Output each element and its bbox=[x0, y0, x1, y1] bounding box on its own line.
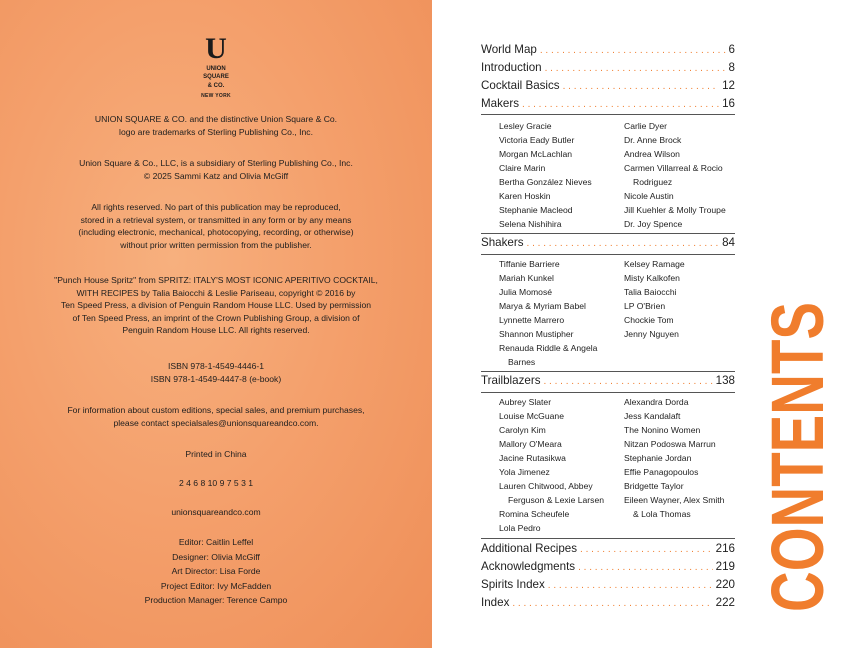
contributor-name: Morgan McLachlan bbox=[499, 149, 573, 159]
copyright-line: UNION SQUARE & CO. and the distinctive Union Square & Co. bbox=[94, 114, 338, 124]
contributor-name: Jacine Rutasikwa bbox=[499, 453, 566, 463]
contributor-name: Nicole Austin bbox=[624, 191, 674, 201]
contributor-list bbox=[624, 119, 726, 231]
copyright-line: Printed in China bbox=[185, 449, 247, 459]
contributor-name: Carlie Dyer bbox=[624, 121, 667, 131]
toc-leader-dots bbox=[545, 63, 726, 74]
contributor-name: Marya & Myriam Babel bbox=[499, 301, 586, 311]
contributor-name: Stephanie Macleod bbox=[499, 205, 573, 215]
toc-leader-dots bbox=[512, 598, 712, 609]
toc-entry-title: Shakers bbox=[481, 236, 524, 249]
toc-entry[interactable] bbox=[481, 236, 735, 254]
copyright-line: (including electronic, mechanical, photocopying, recording, or otherwise) bbox=[78, 227, 354, 237]
toc-entry[interactable] bbox=[481, 596, 735, 614]
contributor-name: Talia Baiocchi bbox=[624, 287, 677, 297]
contributor-name: The Nonino Women bbox=[624, 425, 701, 435]
toc-leader-dots bbox=[540, 45, 726, 56]
contributor-name: Tiffanie Barriere bbox=[499, 259, 560, 269]
copyright-line: ISBN 978-1-4549-4447-8 (e-book) bbox=[150, 373, 282, 384]
copyright-line: Ten Speed Press, a division of Penguin Random House LLC. Used by permission bbox=[60, 300, 372, 310]
contents-heading-text: CONTENTS bbox=[756, 300, 839, 612]
toc-entry-page: 220 bbox=[715, 578, 735, 591]
copyright-line: unionsquareandco.com bbox=[171, 507, 261, 517]
toc-leader-dots bbox=[578, 562, 713, 573]
contributor-name: Stephanie Jordan bbox=[624, 453, 692, 463]
copyright-paragraph bbox=[36, 404, 396, 429]
contributor-name: Carolyn Kim bbox=[499, 425, 546, 435]
section-divider bbox=[481, 371, 735, 372]
logo-name-line: & CO. bbox=[207, 82, 225, 89]
contributor-name: LP O'Brien bbox=[624, 301, 666, 311]
toc-leader-dots bbox=[527, 238, 720, 249]
copyright-line: "Punch House Spritz" from SPRITZ: ITALY'S MOST ICONIC APERITIVO COCKTAIL, bbox=[54, 275, 378, 285]
contributor-name: Bridgette Taylor bbox=[624, 481, 684, 491]
contributor-name: Carmen Villarreal & Rocio bbox=[624, 163, 723, 173]
toc-entry[interactable] bbox=[481, 542, 735, 560]
toc-entry-page: 6 bbox=[728, 43, 735, 56]
toc-entry[interactable] bbox=[481, 43, 735, 61]
contributor-list bbox=[624, 257, 685, 341]
copyright-line: All rights reserved. No part of this publication may be reproduced, bbox=[91, 202, 341, 212]
copyright-line: stored in a retrieval system, or transmitted in any form or by any means bbox=[80, 214, 352, 225]
toc-entry-title: Makers bbox=[481, 97, 520, 110]
contributor-name: Misty Kalkofen bbox=[624, 273, 680, 283]
logo-name-line: SQUARE bbox=[203, 74, 229, 81]
copyright-line: Art Director: Lisa Forde bbox=[171, 566, 261, 576]
toc-entry-title: Index bbox=[481, 596, 510, 609]
section-divider bbox=[481, 392, 735, 393]
contributor-name: Lesley Gracie bbox=[499, 121, 552, 131]
toc-leader-dots bbox=[522, 99, 719, 110]
logo-name-line: UNION bbox=[206, 66, 226, 72]
contributor-name: Jess Kandalaft bbox=[624, 411, 681, 421]
copyright-line: 2 4 6 8 10 9 7 5 3 1 bbox=[178, 478, 254, 488]
toc-entry[interactable] bbox=[481, 374, 735, 392]
toc-entry-page: 12 bbox=[722, 79, 735, 92]
contributor-list bbox=[499, 119, 592, 231]
copyright-line: © 2025 Sammi Katz and Olivia McGiff bbox=[143, 170, 289, 181]
logo-city: NEW YORK bbox=[201, 93, 231, 100]
copyright-paragraph bbox=[36, 448, 396, 461]
toc-entry-title: Trailblazers bbox=[481, 374, 541, 387]
contributor-name: Eileen Wayner, Alex Smith bbox=[624, 495, 725, 505]
copyright-line: without prior written permission from the publisher. bbox=[120, 239, 312, 250]
contributor-name: Lauren Chitwood, Abbey bbox=[499, 481, 593, 491]
contributor-name: Lynnette Marrero bbox=[499, 315, 565, 325]
section-divider bbox=[481, 233, 735, 234]
contributor-name: Bertha González Nieves bbox=[499, 177, 592, 187]
contributor-name: Claire Marin bbox=[499, 163, 546, 173]
contributor-name: Lola Pedro bbox=[499, 523, 541, 533]
toc-leader-dots bbox=[548, 580, 713, 591]
copyright-paragraph bbox=[36, 506, 396, 519]
contributor-list bbox=[499, 395, 604, 535]
toc-entry-title: Spirits Index bbox=[481, 578, 545, 591]
contributor-name: Renauda Riddle & Angela bbox=[499, 343, 598, 353]
copyright-line: Designer: Olivia McGiff bbox=[172, 551, 260, 562]
copyright-paragraph bbox=[36, 201, 396, 251]
contributor-name: Nitzan Podoswa Marrun bbox=[624, 439, 716, 449]
contributor-name: Louise McGuane bbox=[499, 411, 564, 421]
copyright-line: Editor: Caitlin Leffel bbox=[178, 537, 254, 547]
copyright-paragraph bbox=[36, 274, 396, 337]
contributor-name: Karen Hoskin bbox=[499, 191, 551, 201]
toc-entry-title: Cocktail Basics bbox=[481, 79, 560, 92]
contributor-name: Shannon Mustipher bbox=[499, 329, 574, 339]
copyright-line: WITH RECIPES by Talia Baiocchi & Leslie Pariseau, copyright © 2016 by bbox=[76, 287, 356, 298]
toc-entry-title: Acknowledgments bbox=[481, 560, 576, 573]
toc-entry-page: 84 bbox=[722, 236, 735, 249]
contributor-name: Selena Nishihira bbox=[499, 219, 562, 229]
toc-entry[interactable] bbox=[481, 97, 735, 115]
logo-letter: U bbox=[205, 32, 227, 65]
contributor-name: Dr. Joy Spence bbox=[624, 219, 683, 229]
contributor-name: Barnes bbox=[508, 357, 536, 367]
contributor-name: Mallory O'Meara bbox=[499, 439, 562, 449]
contributor-name: Andrea Wilson bbox=[624, 149, 680, 159]
contributor-list bbox=[624, 395, 724, 521]
toc-entry-page: 219 bbox=[715, 560, 735, 573]
toc-entry[interactable] bbox=[481, 79, 735, 97]
toc-entry-title: World Map bbox=[481, 43, 537, 56]
contributor-name: Mariah Kunkel bbox=[499, 273, 554, 283]
toc-entry-title: Introduction bbox=[481, 61, 542, 74]
contributor-name: & Lola Thomas bbox=[633, 509, 691, 519]
toc-entry-page: 216 bbox=[715, 542, 735, 555]
copyright-line: please contact specialsales@unionsquareandco.com. bbox=[113, 417, 319, 428]
copyright-paragraph bbox=[36, 113, 396, 138]
copyright-line: logo are trademarks of Sterling Publishing Co., Inc. bbox=[119, 126, 313, 137]
contributor-name: Ferguson & Lexie Larsen bbox=[508, 495, 605, 505]
contents-heading bbox=[745, 300, 845, 616]
copyright-paragraph bbox=[36, 477, 396, 490]
contributor-name: Jill Kuehler & Molly Troupe bbox=[624, 205, 726, 215]
copyright-line: Penguin Random House LLC. All rights reserved. bbox=[122, 325, 310, 335]
copyright-line: of Ten Speed Press, an imprint of the Crown Publishing Group, a division of bbox=[72, 312, 360, 323]
toc-entry[interactable] bbox=[481, 560, 735, 578]
contributor-name: Rodriguez bbox=[633, 177, 673, 187]
contributor-name: Effie Panagopoulos bbox=[624, 467, 699, 477]
copyright-paragraph bbox=[36, 535, 396, 608]
copyright-line: Production Manager: Terence Campo bbox=[144, 595, 288, 605]
toc-entry-page: 138 bbox=[715, 374, 735, 387]
toc-leader-dots bbox=[580, 544, 713, 555]
copyright-line: For information about custom editions, special sales, and premium purchases, bbox=[67, 405, 365, 415]
section-divider bbox=[481, 254, 735, 255]
toc-entry[interactable] bbox=[481, 61, 735, 79]
contributor-name: Victoria Eady Butler bbox=[499, 135, 575, 145]
toc-entry-title: Additional Recipes bbox=[481, 542, 578, 555]
contributor-name: Aubrey Slater bbox=[499, 397, 552, 407]
contributor-name: Kelsey Ramage bbox=[624, 259, 685, 269]
toc-entry[interactable] bbox=[481, 578, 735, 596]
contributor-name: Julia Momosé bbox=[499, 287, 553, 297]
publisher-logo bbox=[184, 34, 248, 99]
contributor-name: Yola Jimenez bbox=[499, 467, 550, 477]
toc-entry-page: 16 bbox=[722, 97, 735, 110]
contributor-name: Jenny Nguyen bbox=[624, 329, 679, 339]
section-divider bbox=[481, 538, 735, 539]
copyright-line: ISBN 978-1-4549-4446-1 bbox=[167, 361, 265, 371]
toc-leader-dots bbox=[563, 81, 719, 92]
copyright-line: Union Square & Co., LLC, is a subsidiary of Sterling Publishing Co., Inc. bbox=[79, 158, 353, 168]
section-divider bbox=[481, 114, 735, 115]
contributor-list bbox=[499, 257, 597, 369]
copyright-line: Project Editor: Ivy McFadden bbox=[160, 580, 272, 591]
copyright-paragraph bbox=[36, 157, 396, 182]
toc-entry-page: 8 bbox=[728, 61, 735, 74]
toc-leader-dots bbox=[544, 376, 713, 387]
toc-entry-page: 222 bbox=[715, 596, 735, 609]
contributor-name: Dr. Anne Brock bbox=[624, 135, 682, 145]
copyright-paragraph bbox=[36, 360, 396, 385]
contributor-name: Alexandra Dorda bbox=[624, 397, 689, 407]
contributor-name: Romina Scheufele bbox=[499, 509, 570, 519]
contributor-name: Chockie Tom bbox=[624, 315, 674, 325]
